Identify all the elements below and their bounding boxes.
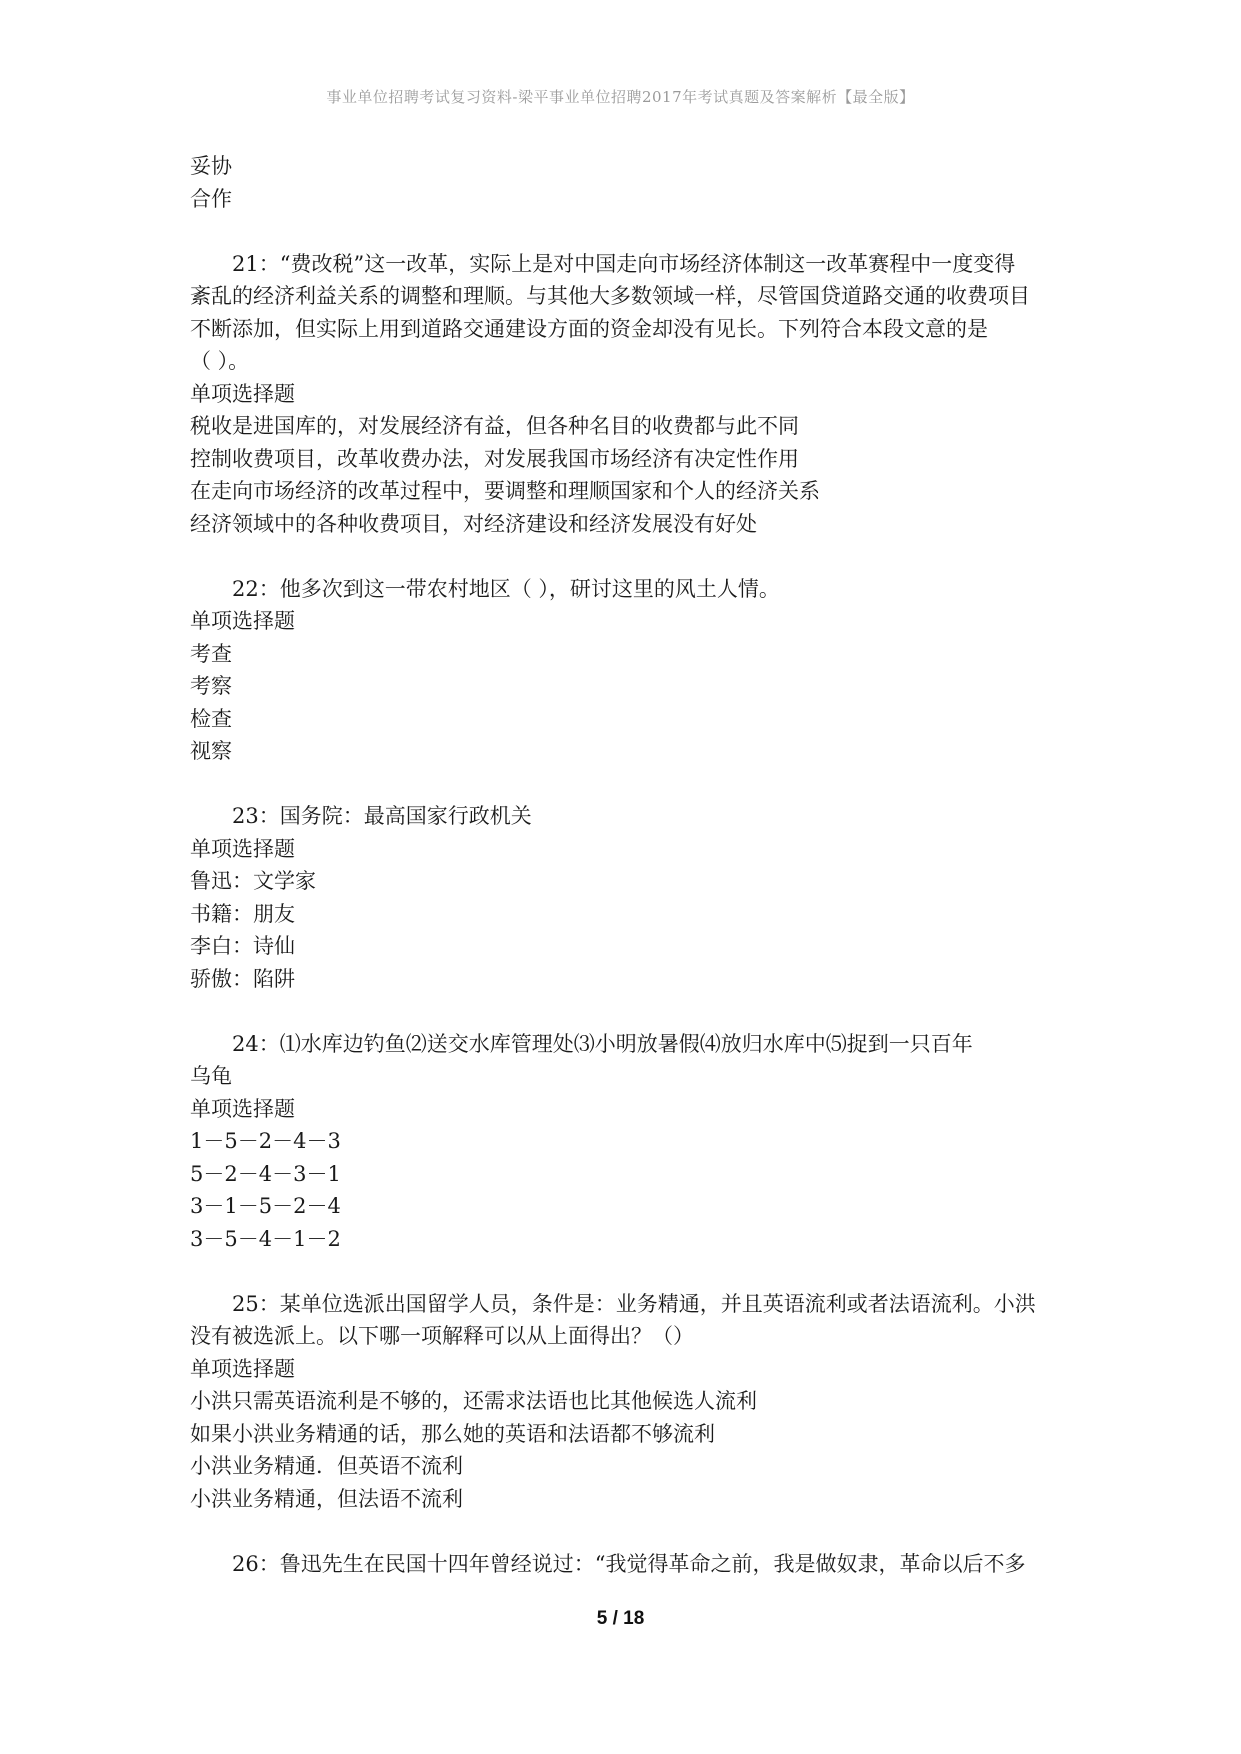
option-line: 5－2－4－3－1 (190, 1161, 341, 1186)
question-text: 22：他多次到这一带农村地区（ ），研讨这里的风土人情。 (232, 576, 780, 601)
option-line: 1－5－2－4－3 (190, 1129, 341, 1153)
question-text: 没有被选派上。以下哪一项解释可以从上面得出？（） (190, 1324, 694, 1348)
question-text: 26：鲁迅先生在民国十四年曾经说过：“我觉得革命之前，我是做奴隶，革命以后不多 (232, 1551, 1026, 1576)
question-type: 单项选择题 (190, 609, 295, 633)
option-line: 视察 (190, 739, 232, 763)
question-type: 单项选择题 (190, 1356, 295, 1381)
question-block (190, 1548, 1070, 1581)
option-line: 3－1－5－2－4 (190, 1194, 341, 1218)
question-text: 乌龟 (190, 1064, 232, 1088)
question-block (190, 1288, 1070, 1516)
option-line: 控制收费项目，改革收费办法，对发展我国市场经济有决定性作用 (190, 446, 799, 471)
question-type: 单项选择题 (190, 836, 295, 861)
option-line: 3－5－4－1－2 (190, 1226, 341, 1251)
document-body (190, 150, 1070, 1580)
question-text: 不断添加，但实际上用到道路交通建设方面的资金却没有见长。下列符合本段文意的是 (190, 316, 988, 341)
question-text: 24：⑴水库边钓鱼⑵送交水库管理处⑶小明放暑假⑷放归水库中⑸捉到一只百年 (232, 1031, 973, 1056)
option-line: 合作 (190, 186, 232, 211)
question-text: 23：国务院：最高国家行政机关 (232, 804, 532, 828)
option-line: 考察 (190, 674, 232, 698)
option-line: 小洪只需英语流利是不够的，还需求法语也比其他候选人流利 (190, 1389, 757, 1413)
option-line: 骄傲：陷阱 (190, 966, 295, 991)
question-text: 紊乱的经济利益关系的调整和理顺。与其他大多数领域一样，尽管国贷道路交通的收费项目 (190, 284, 1030, 308)
question-text: 25：某单位选派出国留学人员，条件是：业务精通，并且英语流利或者法语流利。小洪 (232, 1291, 1036, 1316)
option-line: 小洪业务精通．但英语不流利 (190, 1454, 463, 1478)
option-line: 考查 (190, 641, 232, 666)
question-text: （ ）。 (190, 349, 250, 373)
option-line: 小洪业务精通，但法语不流利 (190, 1486, 463, 1511)
page-header: 事业单位招聘考试复习资料-梁平事业单位招聘2017年考试真题及答案解析【最全版】 (326, 88, 915, 106)
question-text: 21：“费改税”这一改革，实际上是对中国走向市场经济体制这一改革赛程中一度变得 (232, 251, 1016, 276)
question-type: 单项选择题 (190, 1096, 295, 1121)
option-line: 经济领域中的各种收费项目，对经济建设和经济发展没有好处 (190, 511, 757, 536)
question-block (190, 1028, 1070, 1256)
option-line: 李白：诗仙 (190, 934, 295, 958)
question-block (190, 248, 1070, 541)
option-line: 检查 (190, 706, 232, 731)
option-line: 税收是进国库的，对发展经济有益，但各种名目的收费都与此不同 (190, 414, 799, 438)
option-line: 如果小洪业务精通的话，那么她的英语和法语都不够流利 (190, 1421, 715, 1446)
option-line: 妥协 (190, 154, 232, 178)
question-block (190, 573, 1070, 768)
option-line: 鲁迅：文学家 (190, 869, 316, 893)
option-line: 在走向市场经济的改革过程中，要调整和理顺国家和个人的经济关系 (190, 479, 820, 503)
question-type: 单项选择题 (190, 381, 295, 406)
page-number: 5 / 18 (596, 1608, 645, 1629)
option-line: 书籍：朋友 (190, 901, 295, 926)
question-block (190, 800, 1070, 995)
